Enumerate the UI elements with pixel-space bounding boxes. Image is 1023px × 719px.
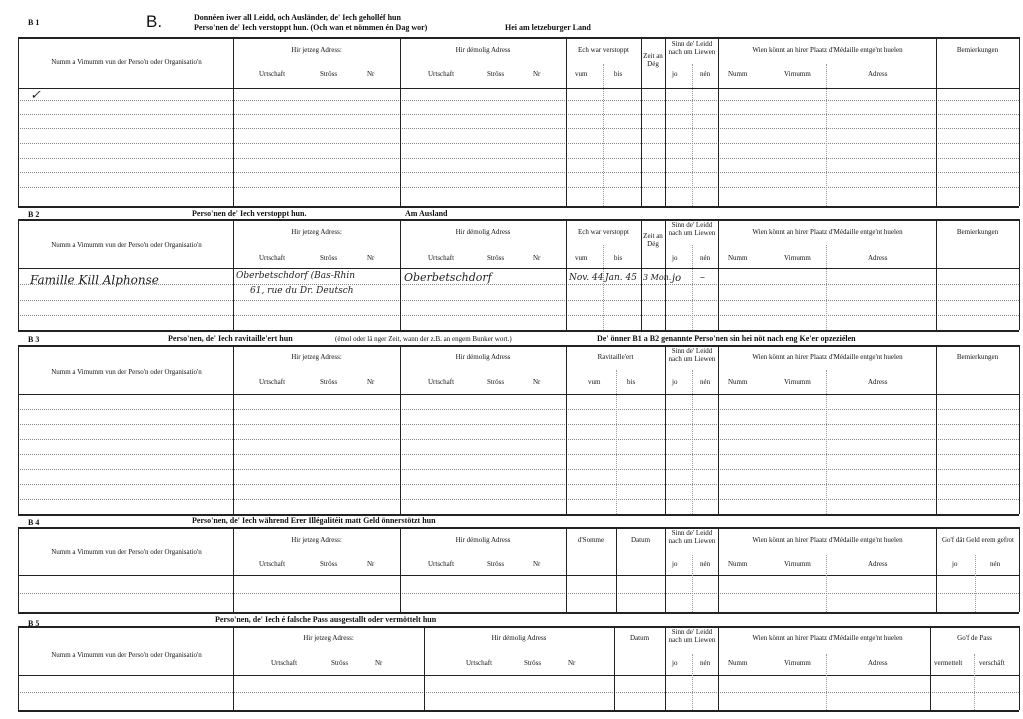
b2-header-no: nén (700, 254, 711, 262)
section-b1-title3: Hei am letzeburger Land (505, 23, 591, 32)
b2-entry-former: Oberbetschdorf (404, 271, 492, 284)
b2-entry-to: Jan. 45 (605, 273, 637, 283)
b5-header-mname: Numm (728, 659, 748, 667)
b2-header-maddr: Adress (868, 254, 888, 262)
b5-header-issued: verschäft (979, 659, 1005, 667)
b5-header-suffer: Sinn de' Leidd nach um Liewen (668, 628, 716, 644)
b4-header-money: Go'f dät Geld erem gefrot (941, 536, 1014, 544)
b1-checkmark: ✓ (30, 88, 41, 103)
b2-header-street: Ströss (320, 254, 338, 262)
section-b2-title2: Am Ausland (405, 209, 448, 218)
b3-header-medal: Wien könnt an hirer Plaatz d'Médaille entge'nt huelen (752, 353, 903, 361)
section-b2-code: B 2 (28, 210, 40, 219)
b4-header-mname: Numm (728, 560, 748, 568)
b2-header-medal: Wien könnt an hirer Plaatz d'Médaille entge'nt huelen (752, 228, 903, 236)
b2-header-mname: Numm (728, 254, 748, 262)
b5-header-name: Numm a Vimumm vun der Perso'n oder Organisatio'n (51, 651, 202, 659)
b4-header-former-place: Urtschaft (428, 560, 455, 568)
b3-header-former: Hir démolig Adress (455, 353, 511, 361)
b1-header-former-street: Ströss (487, 70, 505, 78)
b4-header-sum: d'Somme (577, 536, 605, 544)
b3-header-former-place: Urtschaft (428, 378, 455, 386)
b2-header-mfirst: Virnumm (784, 254, 811, 262)
b2-entry-yes: jo (672, 273, 682, 284)
b4-header-money-no: nén (990, 560, 1001, 568)
b1-header-remarks: Bemierkungen (956, 46, 999, 54)
b1-header-current: Hir jetzeg Adress: (291, 46, 342, 54)
section-b4-title: Perso'nen, de' Iech während Erer Illégalitéit matt Geld önnerstötzt hun (192, 516, 436, 525)
b3-header-remarks: Bemierkungen (956, 353, 999, 361)
b1-header-yes: jo (672, 70, 678, 78)
b2-entry-current-line2: 61, rue du Dr. Deutsch (250, 286, 354, 296)
section-b1-title1: Donnéen iwer all Leidd, och Ausländer, de' Iech geholléf hun (194, 13, 401, 22)
b2-header-former-nr: Nr (533, 254, 541, 262)
section-b2-title: Perso'nen de' Iech verstoppt hun. (192, 209, 307, 218)
b2-header-current: Hir jetzeg Adress: (291, 228, 342, 236)
b1-header-nr: Nr (367, 70, 375, 78)
b1-header-medal: Wien könnt an hirer Plaatz d'Médaille entge'nt huelen (752, 46, 903, 54)
b2-header-suffer: Sinn de' Leidd nach um Liewen (668, 221, 716, 237)
section-b1-title2: Perso'nen de' Iech verstoppt hun. (Och wan et nömmen én Dag wor) (194, 23, 428, 32)
b1-header-place: Urtschaft (259, 70, 286, 78)
section-b5-code: B 5 (28, 619, 40, 628)
b5-header-maddr: Adress (868, 659, 888, 667)
b1-header-no: nén (700, 70, 711, 78)
b1-header-time: Zeit an Dég (643, 52, 663, 68)
section-b3-title: Perso'nen, de' Iech ravitaille'ert hun (168, 334, 293, 343)
b4-header-money-yes: jo (952, 560, 958, 568)
b3-header-maddr: Adress (868, 378, 888, 386)
b1-header-former: Hir démolig Adress (455, 46, 511, 54)
b3-header-former-nr: Nr (533, 378, 541, 386)
b4-header-date: Datum (630, 536, 651, 544)
b2-header-to: bis (614, 254, 623, 262)
b1-header-maddr: Adress (868, 70, 888, 78)
b2-header-nr: Nr (367, 254, 375, 262)
section-b1-code: B 1 (28, 18, 40, 27)
section-b5-title: Perso'nen, de' Iech é falsche Pass ausgestallt oder vermöttelt hun (215, 615, 437, 624)
b5-header-mediated: vermettelt (934, 659, 963, 667)
b3-header-nr: Nr (367, 378, 375, 386)
b2-header-from: vum (575, 254, 588, 262)
b4-header-maddr: Adress (868, 560, 888, 568)
b1-header-former-nr: Nr (533, 70, 541, 78)
b2-header-place: Urtschaft (259, 254, 286, 262)
b1-header-mname: Numm (728, 70, 748, 78)
b4-header-yes: jo (672, 560, 678, 568)
b4-header-former: Hir démolig Adress (455, 536, 511, 544)
section-b3-title2: (émol oder lä nger Zeit, wann der z.B. an engem Bunker wort.) (335, 335, 512, 343)
b5-header-pass: Go'f de Pass (957, 634, 992, 642)
b4-header-street: Ströss (320, 560, 338, 568)
b5-header-street: Ströss (331, 659, 349, 667)
b4-header-place: Urtschaft (259, 560, 286, 568)
b5-header-former-place: Urtschaft (466, 659, 493, 667)
b5-header-former: Hir démolig Adress (491, 634, 547, 642)
b3-header-no: nén (700, 378, 711, 386)
b3-header-from: vum (588, 378, 601, 386)
b1-header-hidden: Ech war verstoppt (578, 46, 629, 54)
b2-entry-name: Famille Kill Alphonse (30, 273, 159, 287)
b1-header-mfirst: Virnumm (784, 70, 811, 78)
section-b3-title3: De' önner B1 a B2 genannte Perso'nen sin hei nöt nach eng Ke'er opzeziélen (597, 334, 856, 343)
b3-header-street: Ströss (320, 378, 338, 386)
b4-header-name: Numm a Vimumm vun der Perso'n oder Organisatio'n (51, 548, 202, 556)
b5-header-date: Datum (629, 634, 650, 642)
b3-header-to: bis (627, 378, 636, 386)
b5-header-former-nr: Nr (568, 659, 576, 667)
b4-header-current: Hir jetzeg Adress: (291, 536, 342, 544)
b2-entry-no: – (700, 272, 705, 283)
b1-header-former-place: Urtschaft (428, 70, 455, 78)
section-b1-letter: B. (146, 12, 163, 31)
b5-header-yes: jo (672, 659, 678, 667)
b2-header-time: Zeit an Dég (643, 232, 663, 248)
b2-header-hidden: Ech war verstoppt (578, 228, 629, 236)
b3-header-mname: Numm (728, 378, 748, 386)
b2-entry-from: Nov. 44 (569, 273, 604, 283)
b2-header-former-place: Urtschaft (428, 254, 455, 262)
b3-header-suffer: Sinn de' Leidd nach um Liewen (668, 347, 716, 363)
b2-header-name: Numm a Vimumm vun der Perso'n oder Organisatio'n (51, 241, 202, 249)
b5-header-former-street: Ströss (524, 659, 542, 667)
b3-header-supplied: Ravitaille'ert (597, 353, 634, 361)
b3-header-place: Urtschaft (259, 378, 286, 386)
b1-header-to: bis (614, 70, 623, 78)
b2-header-remarks: Bemierkungen (956, 228, 999, 236)
b5-header-nr: Nr (375, 659, 383, 667)
b3-header-former-street: Ströss (487, 378, 505, 386)
b5-header-no: nén (700, 659, 711, 667)
b2-header-yes: jo (672, 254, 678, 262)
section-b4-code: B 4 (28, 518, 40, 527)
b3-header-name: Numm a Vimumm vun der Perso'n oder Organisatio'n (51, 368, 202, 376)
b3-header-yes: jo (672, 378, 678, 386)
b2-header-former-street: Ströss (487, 254, 505, 262)
b5-header-current: Hir jetzeg Adress: (303, 634, 354, 642)
b2-header-former: Hir démolig Adress (455, 228, 511, 236)
b4-header-suffer: Sinn de' Leidd nach um Liewen (668, 529, 716, 545)
section-b3-code: B 3 (28, 335, 40, 344)
b4-header-former-nr: Nr (533, 560, 541, 568)
b1-header-street: Ströss (320, 70, 338, 78)
b5-header-mfirst: Virnumm (784, 659, 811, 667)
b2-entry-time: 3 Mon. (643, 273, 672, 282)
b1-header-from: vum (575, 70, 588, 78)
b3-header-current: Hir jetzeg Adress: (291, 353, 342, 361)
b4-header-mfirst: Virnumm (784, 560, 811, 568)
b1-header-name: Numm a Vimumm vun der Perso'n oder Organisatio'n (51, 58, 202, 66)
b1-header-suffer: Sinn de' Leidd nach um Liewen (668, 40, 716, 56)
b4-header-nr: Nr (367, 560, 375, 568)
b4-header-medal: Wien könnt an hirer Plaatz d'Médaille entge'nt huelen (752, 536, 903, 544)
b4-header-former-street: Ströss (487, 560, 505, 568)
b5-header-medal: Wien könnt an hirer Plaatz d'Médaille entge'nt huelen (752, 634, 903, 642)
b4-header-no: nén (700, 560, 711, 568)
b3-header-mfirst: Virnumm (784, 378, 811, 386)
b2-entry-current-line1: Oberbetschdorf (Bas-Rhin (236, 271, 355, 281)
b5-header-place: Urtschaft (271, 659, 298, 667)
